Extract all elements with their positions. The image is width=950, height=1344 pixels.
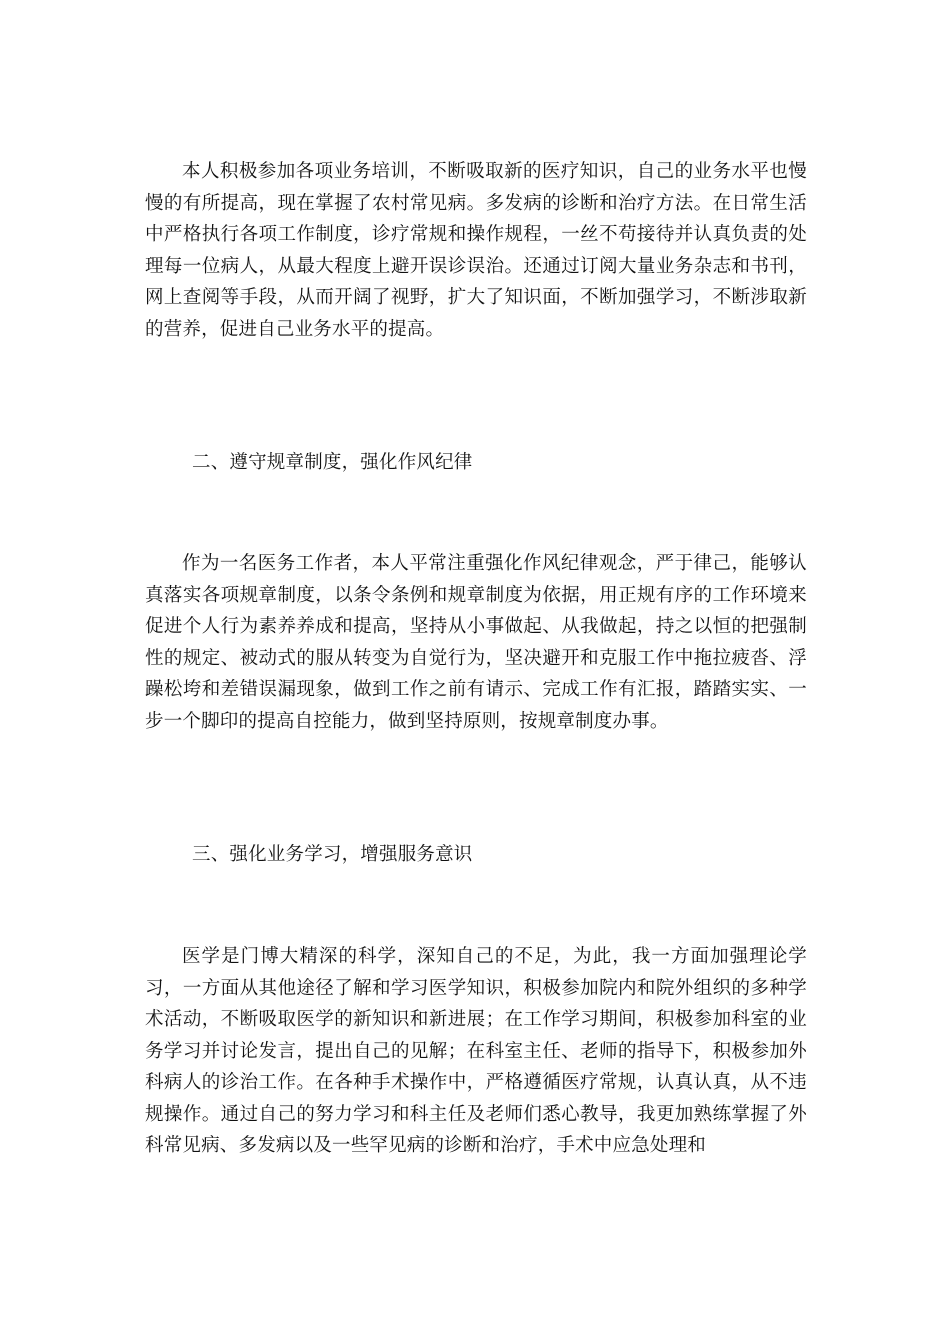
- section-heading-3: 三、强化业务学习，增强服务意识: [192, 844, 473, 865]
- body-paragraph-1: 本人积极参加各项业务培训，不断吸取新的医疗知识，自己的业务水平也慢慢的有所提高，现在掌握了农村常见病。多发病的诊断和治疗方法。在日常生活中严格执行各项工作制度，诊疗常规和操作规程，一丝不苟接待并认真负责的处理每一位病人，从最大程度上避开误诊误治。还通过订阅大量业务杂志和书刊，网上查阅等手段，从而开阔了视野，扩大了知识面，不断加强学习，不断涉取新的营养，促进自己业务水平的提高。: [145, 161, 807, 340]
- body-paragraph-2: 作为一名医务工作者，本人平常注重强化作风纪律观念，严于律己，能够认真落实各项规章制度，以条令条例和规章制度为依据，用正规有序的工作环境来促进个人行为素养养成和提高，坚持从小事做起、从我做起，持之以恒的把强制性的规定、被动式的服从转变为自觉行为，坚决避开和克服工作中拖拉疲沓、浮躁松垮和差错误漏现象，做到工作之前有请示、完成工作有汇报，踏踏实实、一步一个脚印的提高自控能力，做到坚持原则，按规章制度办事。: [145, 553, 807, 732]
- body-paragraph-3: 医学是门博大精深的科学，深知自己的不足，为此，我一方面加强理论学习，一方面从其他途径了解和学习医学知识，积极参加院内和院外组织的多种学术活动，不断吸取医学的新知识和新进展；在工作学习期间，积极参加科室的业务学习并讨论发言，提出自己的见解；在科室主任、老师的指导下，积极参加外科病人的诊治工作。在各种手术操作中，严格遵循医疗常规，认真认真，从不违规操作。通过自己的努力学习和科主任及老师们悉心教导，我更加熟练掌握了外科常见病、多发病以及一些罕见病的诊断和治疗，手术中应急处理和: [145, 946, 807, 1156]
- section-heading-2: 二、遵守规章制度，强化作风纪律: [192, 452, 473, 473]
